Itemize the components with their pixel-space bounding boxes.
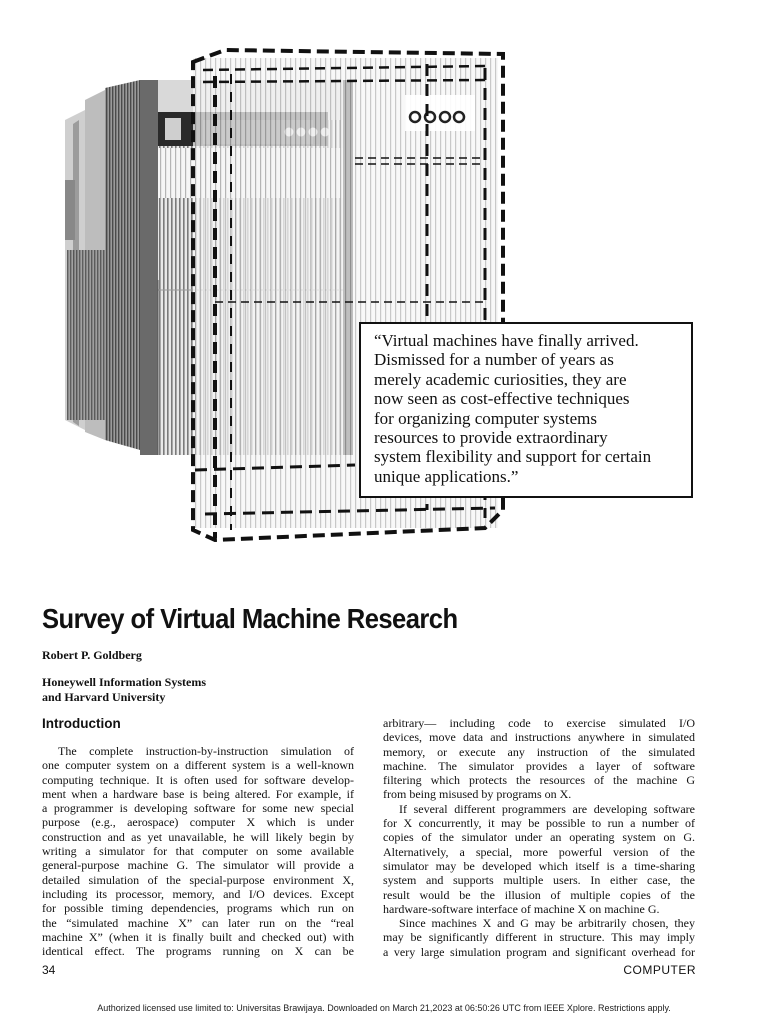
body-line: writing a simulator for that computer on some available bbox=[42, 844, 354, 859]
body-line: detailed simulation of the special-purpose environment X, bbox=[42, 872, 354, 887]
pull-quote-line: “Virtual machines have finally arrived. bbox=[374, 331, 639, 350]
affiliation-line: Honeywell Information Systems bbox=[42, 675, 206, 689]
body-line: simulator may be developed which itself is a time-sharing bbox=[383, 858, 695, 873]
body-line: devices, move data and instructions anywhere in simulated bbox=[383, 730, 695, 745]
body-line: arbitrary— including code to exercise simulated I/O bbox=[383, 716, 695, 730]
body-line: copies of the simulator under an operating system on G. bbox=[383, 830, 695, 845]
pull-quote-line: unique applications.” bbox=[374, 466, 519, 486]
body-line: purpose (e.g., aerospace) computer X which is under bbox=[42, 815, 354, 830]
left-cabinets bbox=[65, 80, 140, 450]
pull-quote-line: Dismissed for a number of years as bbox=[374, 350, 614, 370]
body-line: one computer system on a different system is a well-known bbox=[42, 758, 354, 773]
body-line: ment when a hardware base is being altered. For example, if bbox=[42, 786, 354, 801]
body-line: identical effect. The programs running on X can be bbox=[42, 944, 354, 959]
body-line: the “simulated machine X” can later run on the “real bbox=[42, 915, 354, 930]
body-column-left bbox=[42, 744, 354, 958]
body-line: computing technique. It is often used for software develop- bbox=[42, 772, 354, 787]
body-line: Alternatively, a special, more powerful version of the bbox=[383, 844, 695, 859]
pull-quote-line: system flexibility and support for certain bbox=[374, 447, 652, 467]
section-heading: Introduction bbox=[42, 716, 121, 731]
license-notice: Authorized licensed use limited to: Universitas Brawijaya. Downloaded on March 21,2023 at 06:50:26 UTC from IEEE Xplore. Restrictions apply. bbox=[97, 1003, 671, 1013]
body-line: memory, or execute any instruction of the simulated bbox=[383, 744, 695, 759]
body-line: a very large simulation program and significant overhead for bbox=[383, 944, 695, 959]
body-line: If several different programmers are developing software bbox=[399, 801, 695, 816]
body-line: a programmer is developing software for some new special bbox=[42, 801, 354, 816]
pull-quote-line: resources to provide extraordinary bbox=[374, 428, 608, 448]
body-line: result would be the illusion of multiple copies of the bbox=[383, 887, 695, 902]
body-line: machine X” (when it is finally built and checked out) with bbox=[42, 929, 354, 944]
pull-quote-line: merely academic curiosities, they are bbox=[374, 369, 627, 389]
article-title: Survey of Virtual Machine Research bbox=[42, 603, 458, 634]
body-line: Since machines X and G may be arbitrarily chosen, they bbox=[399, 916, 695, 931]
body-line: machine. The simulator provides a layer of software bbox=[383, 758, 695, 773]
body-line: The complete instruction-by-instruction simulation of bbox=[58, 744, 354, 758]
body-line: hardware-software interface of machine X on machine G. bbox=[383, 901, 660, 916]
body-line: from being misused by programs on X. bbox=[383, 787, 572, 802]
pull-quote-line: now seen as cost-effective techniques bbox=[374, 389, 630, 409]
body-line: construction and as yet unavailable, he will likely begin by bbox=[42, 829, 354, 844]
body-line: general-purpose machine G. The simulator will provide a bbox=[42, 858, 354, 873]
body-column-right bbox=[383, 716, 695, 959]
body-line: for possible timing dependencies, programs which run on bbox=[42, 901, 354, 916]
journal-name: COMPUTER bbox=[623, 963, 696, 977]
body-line: filtering which protects the resources of the machine G bbox=[383, 773, 695, 788]
body-line: including its processor, memory, and I/O devices. Except bbox=[42, 886, 354, 901]
page-number: 34 bbox=[42, 963, 56, 977]
author-affiliation bbox=[42, 675, 206, 705]
affiliation-line: and Harvard University bbox=[42, 690, 166, 704]
body-line: system and supports multiple users. In either case, the bbox=[383, 873, 695, 888]
pull-quote bbox=[359, 322, 693, 498]
author-name: Robert P. Goldberg bbox=[42, 648, 142, 662]
body-line: for X concurrently, it may be possible to run a number of bbox=[383, 816, 695, 831]
body-line: may be significantly different in structure. This may imply bbox=[383, 930, 695, 945]
pull-quote-line: for organizing computer systems bbox=[374, 408, 598, 428]
